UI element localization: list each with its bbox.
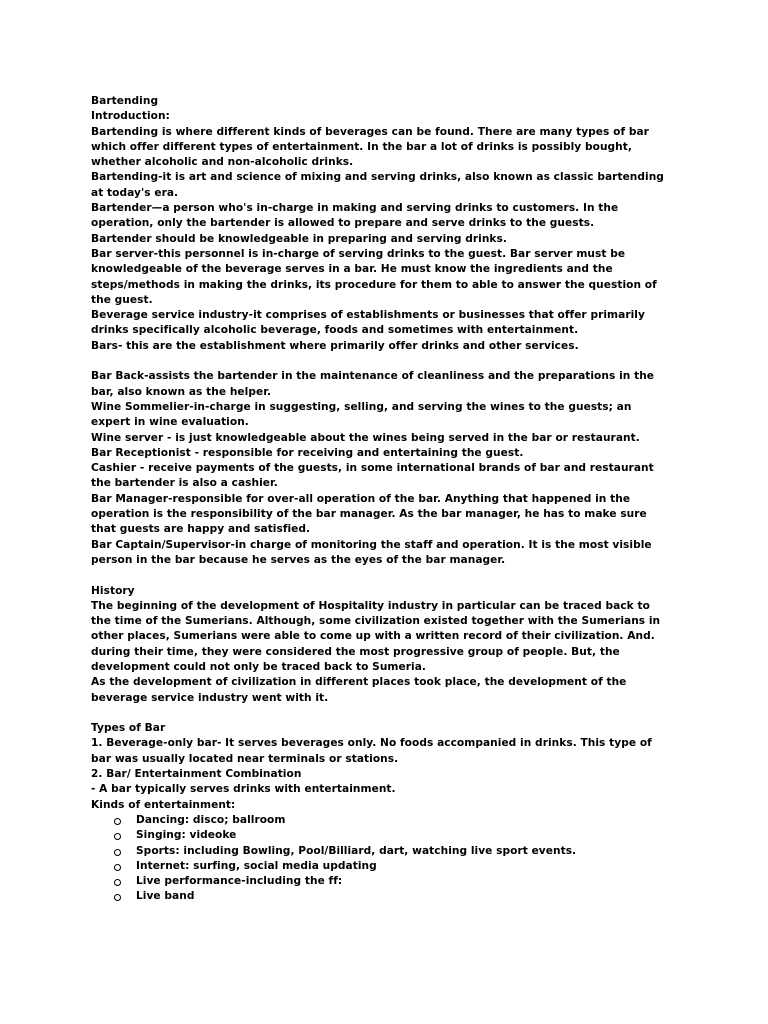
kinds-of-entertainment-label: Kinds of entertainment: — [91, 798, 236, 811]
text-line: Bartending-it is art and science of mixing and serving drinks, also known as classic bartending — [91, 171, 664, 184]
text-line: the bartender is also a cashier. — [91, 477, 278, 490]
text-line: at today's era. — [91, 186, 179, 199]
hollow-bullet-icon — [114, 894, 121, 901]
text-line: Bar Back-assists the bartender in the maintenance of cleanliness and the preparations in the — [91, 370, 655, 383]
hollow-bullet-icon — [114, 833, 121, 840]
list-item-text: Sports: including Bowling, Pool/Billiard, dart, watching live sport events. — [136, 844, 577, 857]
text-line: operation is the responsibility of the bar manager. As the bar manager, he has to make sure — [91, 508, 647, 521]
list-item — [91, 828, 691, 843]
text-line: Bartender should be knowledgeable in preparing and serving drinks. — [91, 232, 507, 245]
text-line: Bar Manager-responsible for over-all operation of the bar. Anything that happened in the — [91, 492, 631, 505]
text-line: Bar Captain/Supervisor-in charge of monitoring the staff and operation. It is the most visible — [91, 538, 652, 551]
text-line: person in the bar because he serves as the eyes of the bar manager. — [91, 553, 506, 566]
history-heading: History — [91, 584, 135, 597]
text-line: Bar server-this personnel is in-charge of serving drinks to the guest. Bar server must be — [91, 247, 626, 260]
text-line: Bars- this are the establishment where primarily offer drinks and other services. — [91, 339, 579, 352]
types-heading: Types of Bar — [91, 722, 166, 735]
hollow-bullet-icon — [114, 849, 121, 856]
text-line: Beverage service industry-it comprises of establishments or businesses that offer primarily — [91, 309, 645, 322]
text-line: knowledgeable of the beverage serves in a bar. He must know the ingredients and the — [91, 263, 613, 276]
list-item-text: Internet: surfing, social media updating — [136, 859, 377, 872]
list-item-text: Live performance-including the ff: — [136, 875, 343, 888]
text-line: that guests are happy and satisfied. — [91, 523, 311, 536]
paragraph-gap — [91, 354, 691, 369]
paragraph-gap — [91, 706, 691, 721]
text-line: - A bar typically serves drinks with entertainment. — [91, 783, 396, 796]
history-section — [91, 584, 691, 706]
list-item-text: Singing: videoke — [136, 829, 237, 842]
text-line: As the development of civilization in different places took place, the development of the — [91, 676, 627, 689]
text-line: 2. Bar/ Entertainment Combination — [91, 768, 302, 781]
text-line: Bar Receptionist - responsible for receiving and entertaining the guest. — [91, 446, 524, 459]
text-line: during their time, they were considered the most progressive group of people. But, the — [91, 645, 620, 658]
text-line: Wine Sommelier-in-charge in suggesting, selling, and serving the wines to the guests; an — [91, 400, 632, 413]
text-line: whether alcoholic and non-alcoholic drinks. — [91, 156, 354, 169]
list-item — [91, 874, 691, 889]
text-line: development could not only be traced back to Sumeria. — [91, 660, 426, 673]
text-line: 1. Beverage-only bar- It serves beverages only. No foods accompanied in drinks. This type of — [91, 737, 652, 750]
hollow-bullet-icon — [114, 864, 121, 871]
introduction-heading: Introduction: — [91, 110, 170, 123]
list-item — [91, 889, 691, 904]
text-line: bar, also known as the helper. — [91, 385, 272, 398]
hollow-bullet-icon — [114, 879, 121, 886]
text-line: which offer different types of entertainment. In the bar a lot of drinks is possibly bought, — [91, 140, 632, 153]
list-item-text: Dancing: disco; ballroom — [136, 813, 286, 826]
text-line: Bartender—a person who's in-charge in making and serving drinks to customers. In the — [91, 202, 619, 215]
text-line: the time of the Sumerians. Although, some civilization existed together with the Sumerians in — [91, 615, 661, 628]
list-item — [91, 859, 691, 874]
document-page — [91, 94, 691, 905]
entertainment-list — [91, 813, 691, 905]
list-item — [91, 844, 691, 859]
text-line: other places, Sumerians were able to come up with a written record of their civilization. And. — [91, 630, 655, 643]
text-line: operation, only the bartender is allowed to prepare and serve drinks to the guests. — [91, 217, 595, 230]
text-line: drinks specifically alcoholic beverage, foods and sometimes with entertainment. — [91, 324, 579, 337]
document-title: Bartending — [91, 95, 159, 107]
text-line: The beginning of the development of Hospitality industry in particular can be traced back to — [91, 599, 650, 612]
types-of-bar-section — [91, 721, 691, 905]
text-line: Bartending is where different kinds of beverages can be found. There are many types of bar — [91, 125, 649, 138]
text-line: Wine server - is just knowledgeable about the wines being served in the bar or restaurant. — [91, 431, 640, 444]
staff-roles-section — [91, 369, 691, 568]
paragraph-gap — [91, 568, 691, 583]
intro-section — [91, 94, 691, 354]
text-line: beverage service industry went with it. — [91, 691, 329, 704]
text-line: expert in wine evaluation. — [91, 416, 249, 429]
text-line: steps/methods in making the drinks, its procedure for them to able to answer the question of — [91, 278, 657, 291]
list-item-text: Live band — [136, 890, 195, 903]
hollow-bullet-icon — [114, 818, 121, 825]
list-item — [91, 813, 691, 828]
text-line: Cashier - receive payments of the guests, in some international brands of bar and restaurant — [91, 462, 654, 475]
text-line: the guest. — [91, 293, 153, 306]
text-line: bar was usually located near terminals or stations. — [91, 752, 399, 765]
